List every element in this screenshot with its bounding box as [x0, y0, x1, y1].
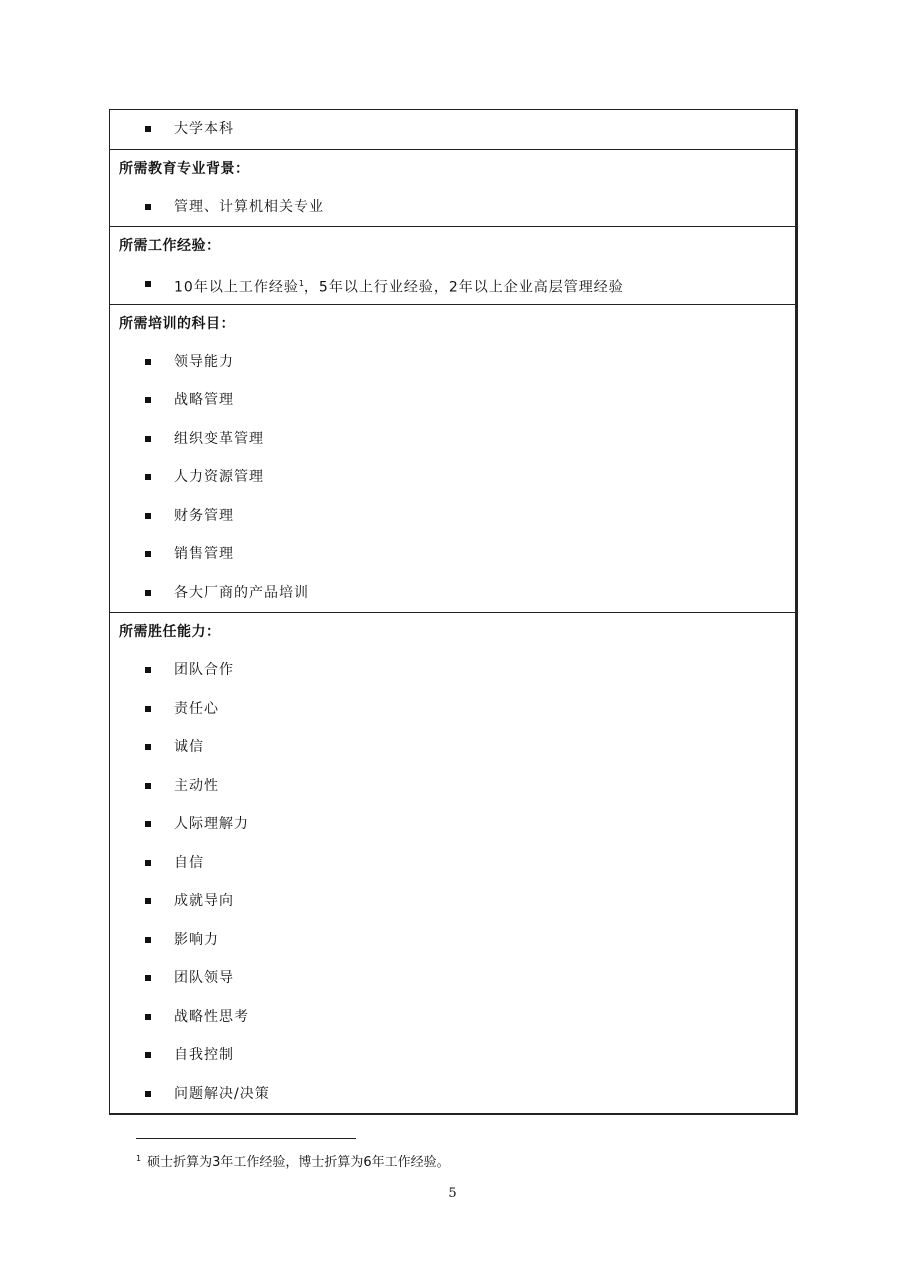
requirements-table: [109, 109, 798, 1115]
list-item: 战略性思考: [110, 998, 795, 1037]
bullet-icon: [145, 1052, 151, 1058]
bullet-icon: [145, 783, 151, 789]
list-item: 财务管理: [110, 497, 795, 536]
list-item: [110, 265, 795, 304]
bullet-icon: [145, 937, 151, 943]
list-item: 团队合作: [110, 651, 795, 690]
list-item: 各大厂商的产品培训: [110, 574, 795, 613]
bullet-icon: [145, 975, 151, 981]
list-item: 人际理解力: [110, 805, 795, 844]
bullet-icon: [145, 204, 151, 210]
education-level-row: [110, 110, 795, 149]
bullet-icon: [145, 281, 151, 287]
bullet-icon: [145, 898, 151, 904]
list-item: 领导能力: [110, 343, 795, 382]
list-item: 大学本科: [110, 110, 795, 149]
list-item: 诚信: [110, 728, 795, 767]
bullet-icon: [145, 667, 151, 673]
list-item: 管理、计算机相关专业: [110, 188, 795, 227]
bullet-icon: [145, 1014, 151, 1020]
bullet-icon: [145, 359, 151, 365]
list-item: 影响力: [110, 921, 795, 960]
list-item: 战略管理: [110, 381, 795, 420]
training-row: [110, 304, 795, 613]
list-item: 问题解决/决策: [110, 1075, 795, 1114]
bullet-icon: [145, 436, 151, 442]
work-experience-row: [110, 226, 795, 304]
list-item: 自我控制: [110, 1036, 795, 1075]
section-heading: 所需培训的科目：: [119, 315, 235, 332]
footnote-text: 硕士折算为3年工作经验，博士折算为6年工作经验。: [147, 1155, 450, 1170]
section-heading: 所需工作经验：: [119, 238, 221, 254]
footnote-mark: 1: [136, 1153, 142, 1163]
list-item: 成就导向: [110, 882, 795, 921]
footnote-separator: [136, 1138, 356, 1139]
bullet-icon: [145, 126, 151, 132]
bullet-icon: [145, 590, 151, 596]
experience-text: 10年以上工作经验$^1$，5年以上行业经验，2年以上企业高层管理经验: [174, 279, 624, 296]
list-item: 主动性: [110, 767, 795, 806]
bullet-icon: [145, 551, 151, 557]
bullet-icon: [145, 1091, 151, 1097]
bullet-icon: [145, 860, 151, 866]
bullet-icon: [145, 821, 151, 827]
bullet-icon: [145, 513, 151, 519]
section-heading: 所需胜任能力：: [119, 624, 221, 640]
list-item: 销售管理: [110, 535, 795, 574]
section-heading: 所需教育专业背景：: [119, 160, 250, 177]
footnote-ref: 1: [298, 279, 304, 288]
list-item: 组织变革管理: [110, 420, 795, 459]
bullet-icon: [145, 397, 151, 403]
bullet-icon: [145, 474, 151, 480]
competency-row: [110, 612, 795, 1113]
bullet-icon: [145, 744, 151, 750]
list-item: 自信: [110, 844, 795, 883]
list-item: 团队领导: [110, 959, 795, 998]
bullet-icon: [145, 706, 151, 712]
education-major-row: [110, 149, 795, 227]
footnote: [136, 1151, 450, 1170]
list-item: 责任心: [110, 690, 795, 729]
page-number: 5: [448, 1186, 457, 1201]
list-item: 人力资源管理: [110, 458, 795, 497]
